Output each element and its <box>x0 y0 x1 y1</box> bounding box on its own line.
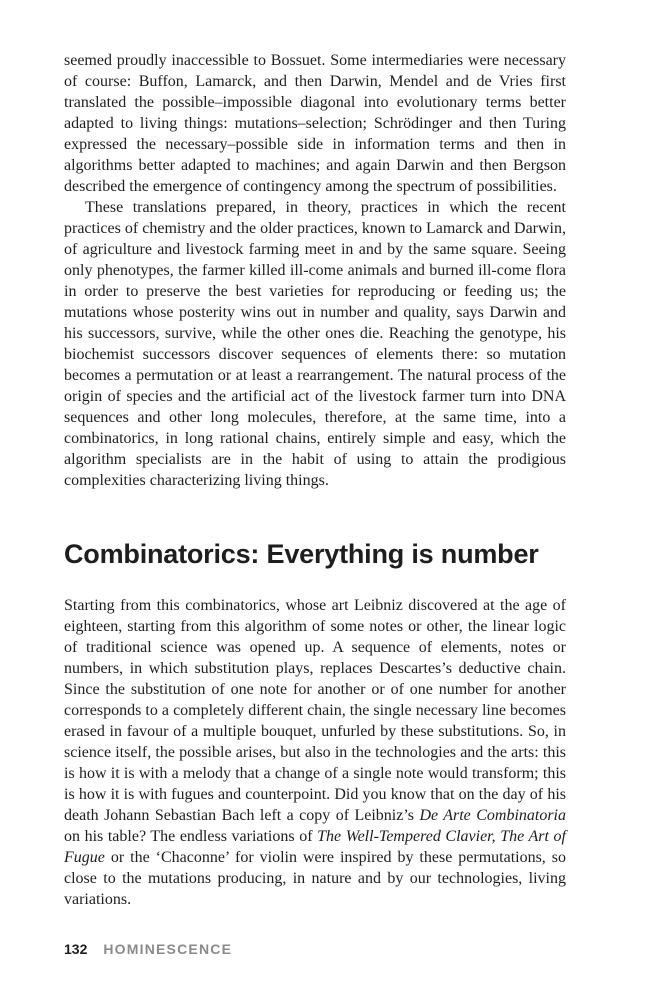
paragraph-3-title-clavier-fugue: The Well-Tempered Clavier, The Art of Fugue <box>64 828 567 866</box>
paragraph-1: seemed proudly inaccessible to Bossuet. Some intermediaries were necessary of course: Buffon, Lamarck, and then Darwin, Mendel and de Vries first translated the possible–impossible diagonal into evolutionary terms better adapted to living things: mutations–selection; Schrödinger and then Turing expressed the necessary–possible side in information terms and then in algorithms better adapted to machines; and again Darwin and then Bergson described the emergence of contingency among the spectrum of possibilities. <box>64 52 566 195</box>
page-footer <box>64 940 232 958</box>
paragraph-3-text-2: on his table? The endless variations of <box>64 828 318 845</box>
paragraph-3-title-de-arte: De Arte Combinatoria <box>419 807 567 824</box>
paragraph-3-text-1: Starting from this combinatorics, whose art Leibniz discovered at the age of eighteen, starting from this algorithm of some notes or other, the linear logic of traditional science was opened up. A sequence of elements, notes or numbers, in which substitution plays, replaces Descartes’s deductive chain. Since the substitution of one note for another or of one number for another corresponds to a completely different chain, the single necessary line becomes erased in favour of a multiple bouquet, unfurled by these substitutions. So, in science itself, the possible arises, but also in the technologies and the arts: this is how it is with a melody that a change of a single note would transform; this is how it is with fugues and counterpoint. Did you know that on the day of his death Johann Sebastian Bach left a copy of Leibniz’s <box>64 597 566 824</box>
paragraph-2: These translations prepared, in theory, practices in which the recent practices of chemistry and the older practices, known to Lamarck and Darwin, of agriculture and livestock farming meet in and by the same square. Seeing only phenotypes, the farmer killed ill-come animals and burned ill-come flora in order to preserve the best varieties for reproducing or feeding us; the mutations whose posterity wins out in number and quality, says Darwin and his successors, survive, while the other ones die. Reaching the genotype, his biochemist successors discover sequences of elements there: so mutation becomes a permutation or at least a rearrangement. The natural process of the origin of species and the artificial act of the livestock farmer turn into DNA sequences and other long molecules, therefore, at the same time, into a combinatorics, in long rational chains, entirely simple and easy, which the algorithm specialists are in the habit of using to attain the prodigious complexities characterizing living things. <box>64 199 566 489</box>
section-heading: Combinatorics: Everything is number <box>64 539 539 569</box>
page-number: 132 <box>64 941 88 957</box>
page-body <box>64 50 566 910</box>
paragraph-3 <box>64 595 566 910</box>
paragraph-3-text-3: or the ‘Chaconne’ for violin were inspired by these permutations, so close to the mutations producing, in nature and by our technologies, living variations. <box>64 849 566 908</box>
running-head: HOMINESCENCE <box>103 941 233 957</box>
